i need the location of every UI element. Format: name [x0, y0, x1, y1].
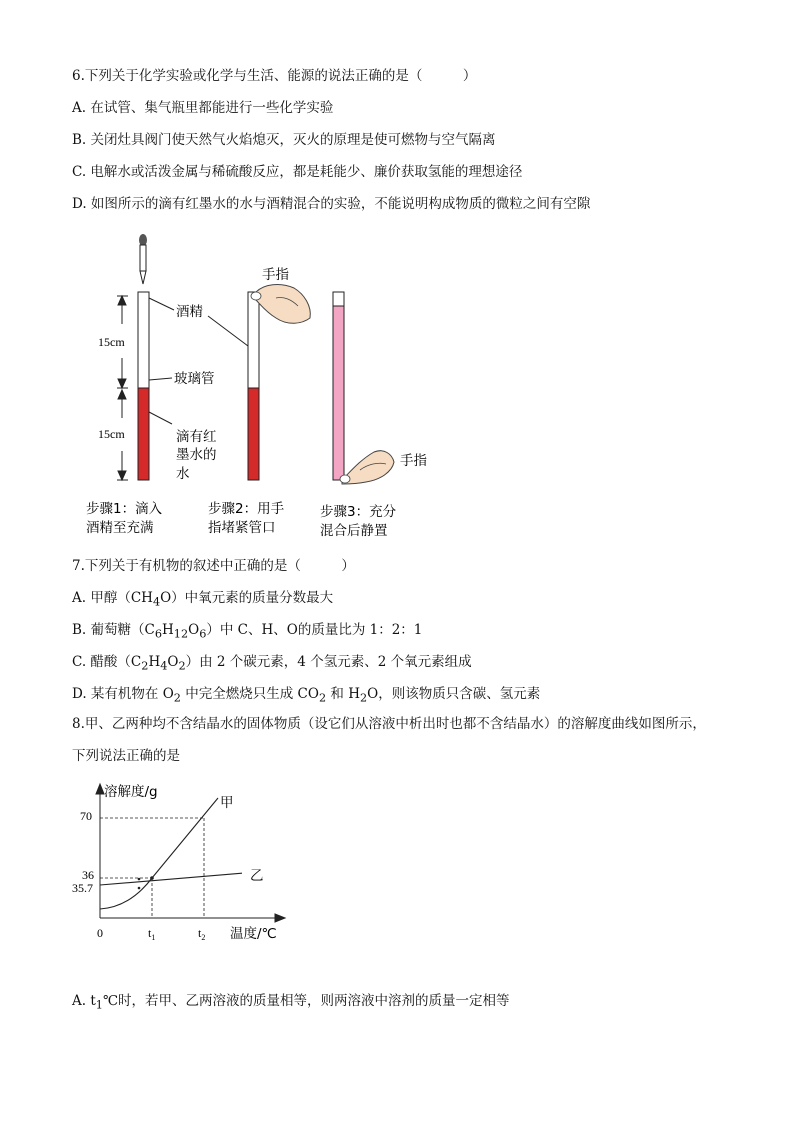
q8-option-a: A. $t_1℃$时，若甲、乙两溶液的质量相等，则两溶液中溶剂的质量一定相等 — [72, 993, 510, 1012]
curve-jia — [100, 798, 218, 909]
y-tick-70: 70 — [80, 809, 92, 823]
label-finger-top: 手指 — [262, 267, 289, 283]
x-axis-label: 温度/℃ — [230, 926, 277, 942]
step3-line1: 步骤3：充分 — [320, 504, 397, 520]
tube1-alcohol — [138, 292, 149, 388]
point-jia-before-t1 — [138, 887, 141, 890]
x-tick-t2: $t_2$ — [198, 926, 206, 942]
y-tick-35-7: 35.7 — [72, 881, 93, 895]
step2-line2: 指堵紧管口 — [208, 520, 276, 536]
q8-stem-line2: 下列说法正确的是 — [72, 748, 180, 764]
q7-option-b: B. 葡萄糖$(C_6H_{12}O_6)$中 C、H、O的质量比为 1：2：1 — [72, 622, 423, 641]
solubility-chart — [72, 780, 310, 949]
q6-option-d: D. 如图所示的滴有红墨水的水与酒精混合的实验，不能说明构成物质的微粒之间有空隙 — [72, 196, 591, 212]
step2-line1: 步骤2：用手 — [208, 501, 285, 517]
q6-option-a: A. 在试管、集气瓶里都能进行一些化学实验 — [72, 100, 334, 116]
label-red-water-3: 水 — [176, 466, 190, 482]
origin-label: 0 — [97, 926, 103, 940]
label-glass-tube: 玻璃管 — [174, 371, 215, 387]
finger-top-icon — [251, 285, 310, 324]
step1-line2: 酒精至充满 — [86, 520, 154, 536]
q6-option-b: B. 关闭灶具阀门使天然气火焰熄灭，灭火的原理是使可燃物与空气隔离 — [72, 132, 496, 148]
y-axis-label: 溶解度/g — [104, 784, 158, 800]
intersection-point — [150, 876, 154, 880]
curve-yi — [100, 873, 242, 885]
tube1-red-water — [138, 388, 149, 480]
series-label-jia: 甲 — [220, 795, 234, 811]
label-red-water-1: 滴有红 — [176, 429, 217, 445]
dim-15cm-bottom: 15cm — [98, 427, 125, 441]
q7-option-d: D. 某有机物在 $O_2$ 中完全燃烧只生成 $CO_2$ 和 $H_2O$，则该物质只含碳、氢元素 — [72, 686, 541, 705]
dim-15cm-top: 15cm — [98, 335, 125, 349]
tube3-air-gap — [333, 292, 344, 306]
series-label-yi: 乙 — [250, 868, 264, 884]
label-finger-bottom: 手指 — [400, 453, 427, 469]
finger-bottom-icon — [340, 451, 394, 484]
q7-stem: 7.下列关于有机物的叙述中正确的是（ ） — [72, 558, 355, 574]
tube2-alcohol — [248, 292, 259, 388]
q6-option-c: C. 电解水或活泼金属与稀硫酸反应，都是耗能少、廉价获取氢能的理想途径 — [72, 164, 523, 180]
alcohol-water-mixing-figure — [80, 226, 440, 550]
q8-stem-line1: 8.甲、乙两种均不含结晶水的固体物质（设它们从溶液中析出时也都不含结晶水）的溶解度曲线如图所示， — [72, 716, 706, 732]
point-yi-before-t1 — [138, 878, 141, 881]
label-alcohol: 酒精 — [176, 304, 203, 320]
step1-line1: 步骤1：滴入 — [86, 501, 163, 517]
q6-stem: 6.下列关于化学实验或化学与生活、能源的说法正确的是（ ） — [72, 68, 477, 84]
tube3-mixed-liquid — [333, 306, 344, 480]
tube2-red-water — [248, 388, 259, 480]
q7-option-c: C. 醋酸$(C_2H_4O_2)$由 2 个碳元素，4 个氢元素、2 个氧元素组成 — [72, 654, 472, 673]
label-red-water-2: 墨水的 — [176, 447, 217, 463]
step3-line2: 混合后静置 — [320, 523, 388, 539]
y-tick-36: 36 — [82, 868, 94, 882]
q7-option-a: A. 甲醇$(CH_4O)$中氧元素的质量分数最大 — [72, 590, 334, 609]
x-tick-t1: $t_1$ — [148, 926, 156, 942]
dropper-icon — [139, 234, 147, 284]
